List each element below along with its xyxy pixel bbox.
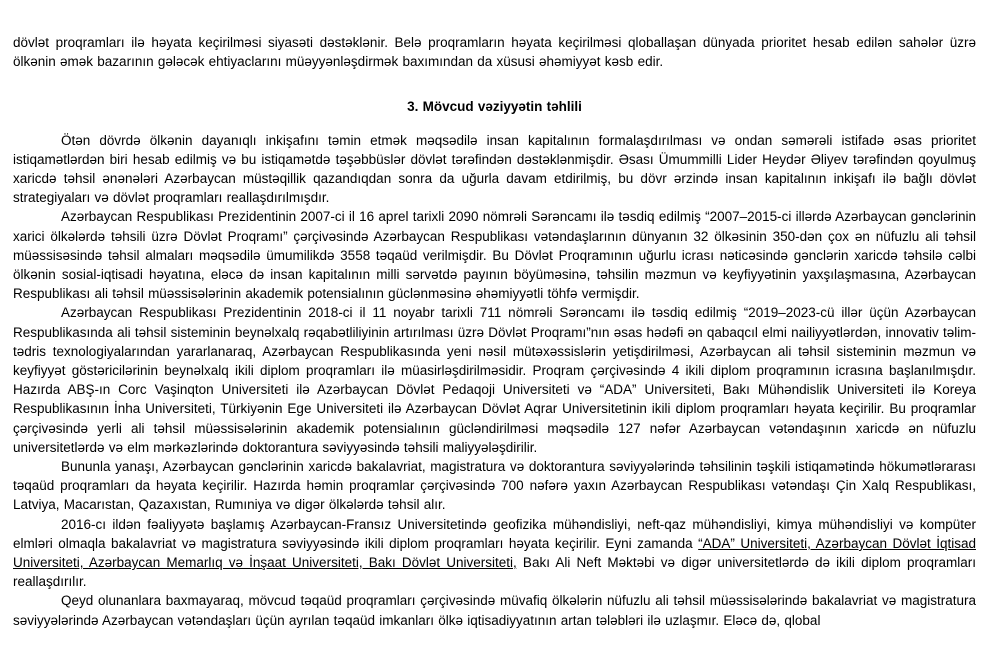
- text-run: Bakı Ali Neft Məktəbi və digər universitetlərdə də ikili diplom proqramları reallaşdırılır.: [13, 555, 977, 590]
- document-body: [13, 33, 976, 630]
- section-heading: [13, 97, 976, 116]
- text-run: Bununla yanaşı, Azərbaycan gənclərinin xaricdə bakalavriat, magistratura və doktorantura səviyyələrində təhsilinin təşkili istiqamətində hökumətlərarası təqaüd proqramları da həyata keçirilir. Hazırda həmin proqramlar çərçivəsində 700 nəfərə yaxın Azərbaycan Respublikası vətəndaşı Çin Xalq Respublikası, Latviya, Macarıstan, Qazaxıstan, Rumıniya və digər ölkələrdə təhsil alır.: [13, 459, 976, 513]
- text-run: dövlət proqramları ilə həyata keçirilməsi siyasəti dəstəklənir. Belə proqramların həyata keçirilməsi qloballaşan dünyada prioritet hesab edilən sahələr üzrə ölkənin əmək bazarının gələcək ehtiyaclarını müəyyənləşdirmək baxımından da xüsusi əhəmiyyət kəsb edir.: [13, 35, 976, 70]
- underlined-universities-list: “ADA” Universiteti, Azərbaycan Dövlət İqtisad Universiteti, Azərbaycan Memarlıq və İnşaat Universiteti, Bakı Dövlət Universiteti,: [13, 535, 976, 571]
- text-run: Qeyd olunanlara baxmayaraq, mövcud təqaüd proqramları çərçivəsində müvafiq ölkələrin nüfuzlu ali təhsil müəssisələrində bakalavriat və magistratura səviyyələrində Azərbaycan vətəndaşları üçün ayrılan təqaüd imkanları ölkə iqtisadiyyatının artan tələbləri ilə uzlaşmır. Eləcə də, qlobal: [13, 593, 976, 628]
- paragraph: [13, 515, 976, 592]
- text-run: 2016-cı ildən fəaliyyətə başlamış Azərbaycan-Fransız Universitetində geofizika mühəndisliyi, neft-qaz mühəndisliyi, kimya mühəndisliyi və kompüter elmləri olmaqla bakalavriat və magistratura səviyyəsində ikili diplom proqramları həyata keçirilir. Eyni zamanda: [13, 516, 976, 551]
- paragraph: [13, 33, 976, 71]
- paragraph: [13, 207, 976, 303]
- paragraph: [13, 131, 976, 208]
- paragraph: [13, 457, 976, 515]
- text-run: Azərbaycan Respublikası Prezidentinin 2007-ci il 16 aprel tarixli 2090 nömrəli Sərəncamı ilə təsdiq edilmiş “2007–2015-ci illərdə Azərbaycan gənclərinin xarici ölkələrdə təhsili üzrə Dövlət Proqramı” çərçivəsində Azərbaycan Respublikası vətəndaşlarının dünyanın 32 ölkəsinin 350-dən çox ən nüfuzlu ali təhsil müəssisəsində təhsil almaları məqsədilə ümumilikdə 3558 təqaüd verilmişdir. Bu Dövlət Proqramının uğurlu icrası nəticəsində gənclərin xaricdə təhsilə cəlbi ölkənin sosial-iqtisadi həyatına, eləcə də insan kapitalının milli sərvətdə payının böyüməsinə, təhsilin məzmun və keyfiyyətinin yaxşılaşmasına, Azərbaycan Respublikası ali təhsil müəssisələrinin akademik potensialının güclənməsinə əhəmiyyətli töhfə vermişdir.: [13, 209, 976, 302]
- paragraph: [13, 303, 976, 457]
- text-run: Ötən dövrdə ölkənin dayanıqlı inkişafını təmin etmək məqsədilə insan kapitalının formalaşdırılması və ondan səmərəli istifadə əsas prioritet istiqamətlərdən biri hesab edilmiş və bu istiqamətdə təşəbbüslər dövlət tərəfindən dəstəklənmişdir. Əsası Ümummilli Lider Heydər Əliyev tərəfindən qoyulmuş xaricdə təhsil ənənələri Azərbaycan müstəqillik qazandıqdan sonra da uğurla davam etdirilmiş, bu dövr ərzində insan kapitalının inkişafı ilə bağlı dövlət strategiyaları və dövlət proqramları reallaşdırılmışdır.: [13, 132, 976, 206]
- text-run: 3. Mövcud vəziyyətin təhlili: [407, 99, 582, 115]
- paragraph: [13, 591, 976, 629]
- text-run: Azərbaycan Respublikası Prezidentinin 2018-ci il 11 noyabr tarixli 711 nömrəli Sərəncamı ilə təsdiq edilmiş “2019–2023-cü illər üçün Azərbaycan Respublikasında ali təhsil sisteminin beynəlxalq rəqabətliliyinin artırılması üzrə Dövlət Proqramı”nın əsas hədəfi ən qabaqcıl elmi nailiyyətlərdən, innovativ təlim-tədris texnologiyalarından yararlanaraq, Azərbaycan Respublikasında yeni nəsil mütəxəssislərin yetişdirilməsi, Azərbaycan ali təhsil sisteminin məzmun və keyfiyyət göstəricilərinin beynəlxalq ikili diplom proqramları ilə müasirləşdirilməsidir. Proqram çərçivəsində 4 ikili diplom proqramının icrasına başlanılmışdır. Hazırda ABŞ-ın Corc Vaşinqton Universiteti ilə Azərbaycan Dövlət Pedaqoji Universiteti və “ADA” Universiteti, Bakı Mühəndislik Universiteti ilə Koreya Respublikasının İnha Universiteti, Türkiyənin Ege Universiteti ilə Azərbaycan Dövlət Aqrar Universitetinin ikili diplom proqramları həyata keçirilir. Bu proqramlar çərçivəsində yerli ali təhsil müəssisələrinin akademik potensialının gücləndirilməsi məqsədilə 127 nəfər Azərbaycan vətəndaşının xaricdə ən nüfuzlu universitetlərdə və elm mərkəzlərində doktorantura səviyyəsində təhsili maliyyələşdirilir.: [13, 305, 976, 455]
